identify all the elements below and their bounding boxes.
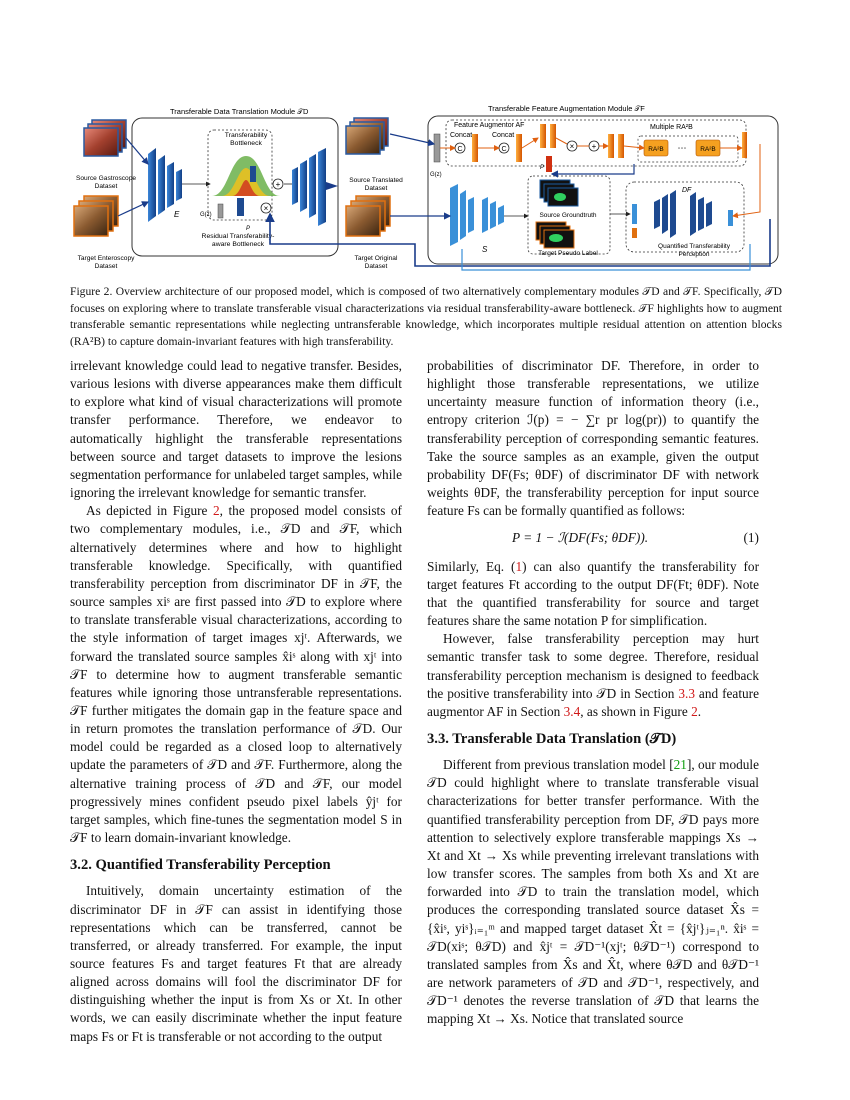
svg-text:Concat: Concat (450, 132, 473, 139)
source-translated-images (346, 118, 388, 154)
svg-text:+: + (275, 180, 281, 189)
section-ref-link[interactable]: 3.4 (563, 703, 581, 719)
svg-text:Concat: Concat (492, 132, 515, 139)
svg-text:P: P (540, 165, 545, 171)
discriminator-blocks (654, 190, 712, 238)
paragraph: As depicted in Figure 2, the proposed model consists of two complementary modules, i.e., 𝒯D and 𝒯F, which alternatively determines where and how to highlight transferable knowledge. Specifically, with quantified transferability perception from discriminator DF in 𝒯F, the source samples xiˢ are first passed into 𝒯D to explore where to translate transferable visual characterizations, according to the style information of target images xjᵗ. Afterwards, we forward the translated source samples x̂iˢ along with xjᵗ into 𝒯F to determine how to augment transferable semantic features while ignoring those untransferable representations. 𝒯F further mitigates the domain gap in the feature space and in return promotes the translation performance of 𝒯D. Our model could be regarded as a closed loop to alternatively update the parameters of 𝒯D and 𝒯F. Furthermore, along the alternative training process of 𝒯D and 𝒯F, our model progressively mines confident pseudo pixel labels ŷjᵗ for target samples, which fine-tunes the segmentation model S in 𝒯F to learn domain-invariant knowledge. (70, 503, 402, 846)
source-groundtruth-label: Source Groundtruth (539, 212, 597, 219)
svg-text:RA²B: RA²B (700, 146, 716, 153)
section-heading-3-3: 3.3. Transferable Data Translation (𝒯D) (427, 730, 677, 747)
svg-text:aware Bottleneck: aware Bottleneck (211, 241, 265, 248)
segmentation-network (450, 184, 504, 246)
section-heading-3-2: 3.2. Quantified Transferability Perception (70, 857, 331, 874)
svg-text:RA²B: RA²B (648, 146, 664, 153)
right-column (427, 357, 759, 1028)
equation-1: P = 1 − ℐ(DF(Fs; θDF)). (1) (512, 530, 759, 546)
quantified-perception-label: Quantified Transferability (658, 243, 730, 250)
paragraph: However, false transferability perception may hurt semantic transfer task to some degree. Therefore, residual transferability perception mechanism is designed to feedback the positive transferability into 𝒯D in Section 3.3 and feature augmentor AF in Section 3.4, as shown in Figure 2. (427, 631, 759, 719)
decoder-blocks (292, 148, 326, 226)
segmentation-label: S (482, 245, 488, 254)
figure-ref-link[interactable]: 2 (691, 703, 698, 719)
source-groundtruth-images (540, 180, 578, 206)
paragraph: Different from previous translation model [21], our module 𝒯D could highlight where to translate transferable visual characterizations for better transfer performance. With the quantified transferability perception from DF, 𝒯D pays more attention to selectively explore transferable mappings Xs → Xt and Xt → Xs while preventing irrelevant translations with low transfer scores. The samples from both Xs and Xt are forwarded into 𝒯D to train the translation model, which produces the corresponding translated source dataset X̂s = {x̂iˢ, yiˢ}ᵢ₌₁ᵐ and mapped target dataset X̂t = {x̂jᵗ}ⱼ₌₁ⁿ. x̂iˢ = 𝒯D(xiˢ; θ𝒯D) and x̂jᵗ = 𝒯D⁻¹(xjᵗ; θ𝒯D⁻¹) correspond to translated samples from X̂s and X̂t, where θ𝒯D and θ𝒯D⁻¹ are network parameters of 𝒯D and 𝒯D⁻¹, respectively, and 𝒯D⁻¹ denotes the reverse translation of 𝒯D that learns the mapping Xt → Xs. Notice that translated source (427, 757, 759, 1027)
svg-text:×: × (263, 204, 269, 213)
figure-caption: Figure 2. Overview architecture of our proposed model, which is composed of two alternatively complementary modules 𝒯D and 𝒯F. Specifically, 𝒯D focuses on exploring where to translate transferable visual characterizations via residual transferability-aware bottleneck. 𝒯F highlights how to augment transferable semantic representations while neglecting untransferable knowledge, which incorporates multiple residual attention on attention blocks (RA²B) to capture domain-invariant features with high transferability. (70, 285, 782, 348)
svg-text:C: C (501, 146, 507, 153)
svg-text:⋯: ⋯ (677, 143, 687, 153)
discriminator-label: DF (682, 187, 692, 194)
svg-text:Dataset: Dataset (364, 185, 388, 192)
svg-text:Perception: Perception (678, 251, 710, 258)
feature-augmentor-label: Feature Augmentor AF (454, 122, 525, 129)
target-entero-label: Target Enteroscopy (77, 255, 135, 262)
residual-bottleneck-label: Residual Transferability- (201, 233, 275, 240)
source-gastro-images (84, 120, 126, 156)
svg-text:Dataset: Dataset (364, 263, 388, 270)
paragraph: Similarly, Eq. (1) can also quantify the transferability for target features Ft according to the output DF(Ft; θDF). Note that the quantified transferability for source and target features share the same notation P for simplification. (427, 558, 759, 629)
tfa-module-title: Transferable Feature Augmentation Module 𝒯F (488, 104, 645, 113)
svg-text:Dataset: Dataset (94, 263, 118, 270)
target-entero-images (74, 196, 118, 236)
transferability-bottleneck-label: Transferability (224, 132, 268, 139)
svg-text:C: C (457, 146, 463, 153)
gz-label: G(z) (200, 212, 212, 218)
svg-text:+: + (591, 142, 597, 151)
source-gastro-label: Source Gastroscope (75, 175, 137, 182)
svg-text:P: P (246, 226, 251, 232)
overview-figure (70, 104, 782, 280)
paragraph: probabilities of discriminator DF. Therefore, in order to highlight those transferable representations, we utilize uncertainty measure function of information theory (i.e., entropy criterion ℐ(p) = − ∑r pr log(pr)) to quantify the transferability perception of corresponding semantic features. Take the source samples as an example, given the output probability DF(Fs; θDF) of discriminator DF with network weights θDF, the transferability perception for input source feature Fs can be formally quantified as follows: (427, 358, 759, 519)
source-translated-label: Source Translated (349, 177, 403, 184)
target-original-label: Target Original (354, 255, 398, 262)
section-ref-link[interactable]: 3.3 (678, 685, 695, 701)
svg-text:Bottleneck: Bottleneck (230, 140, 262, 147)
equation-ref-link[interactable]: 1 (515, 558, 523, 574)
target-pseudo-images (536, 222, 574, 248)
target-original-images (346, 196, 390, 236)
target-pseudo-label: Target Pseudo Label (538, 250, 598, 257)
tdt-module-title: Transferable Data Translation Module 𝒯D (170, 107, 309, 116)
svg-text:Dataset: Dataset (94, 183, 118, 190)
svg-text:G(z): G(z) (430, 172, 442, 178)
multiple-ra2b-label: Multiple RA²B (650, 124, 693, 131)
left-column (70, 357, 402, 1046)
encoder-label: E (174, 210, 180, 219)
svg-text:×: × (569, 142, 575, 151)
paragraph: irrelevant knowledge could lead to negative transfer. Besides, various lesions with diverse appearances make them difficult to explore what kind of visual characterizations will promote transfer performance. Therefore, we endeavor to automatically highlight the transferable representations between source and target datasets to improve the lesions segmentation performance for unlabeled target samples, while ignoring the irrelevant knowledge for semantic transfer. (70, 358, 402, 501)
paragraph: Intuitively, domain uncertainty estimation of the discriminator DF in 𝒯F can assist in identifying those representations which can be transferred, cannot be transferred, or already transferred. For example, the input source features Fs and target features Ft that are already aligned across domains will fool the discriminator DF for distinguishing whether the input is from Xs or Xt. In other words, we can easily discriminate whether the input feature maps Fs or Ft is transferable or not according to the output (70, 883, 402, 1044)
citation-link[interactable]: 21 (673, 757, 687, 773)
figure-ref-link[interactable]: 2 (212, 503, 220, 519)
